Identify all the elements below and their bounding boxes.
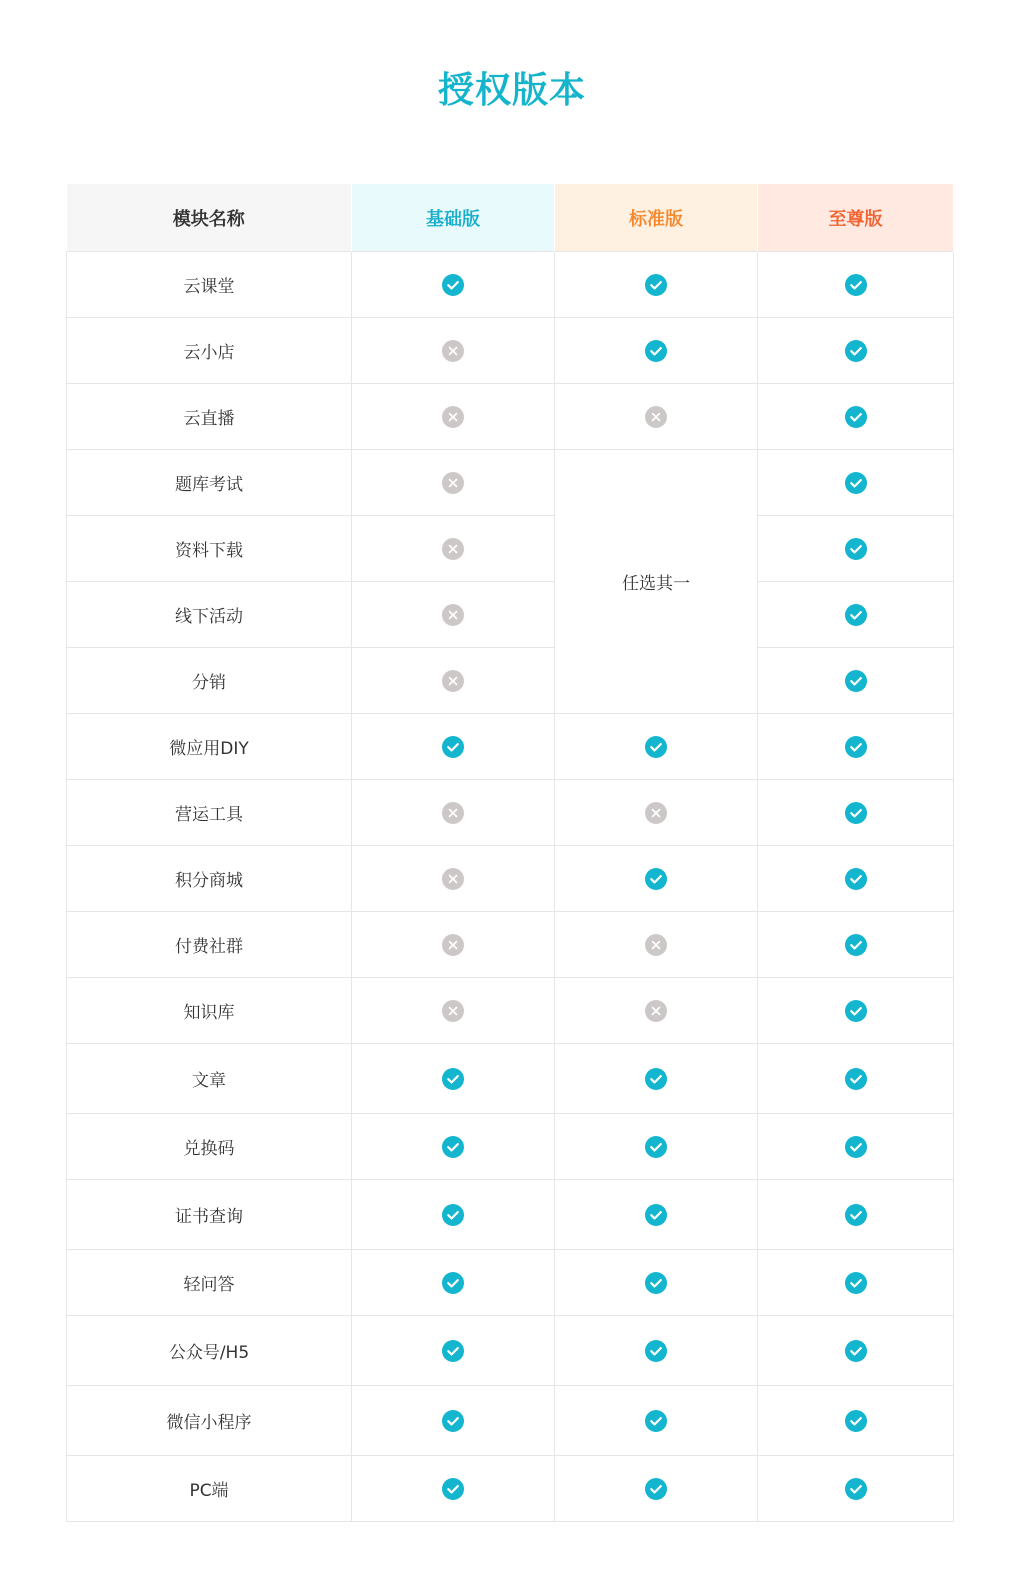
table-row	[67, 1044, 954, 1114]
check-icon	[442, 1340, 464, 1362]
module-name: 证书查询	[67, 1180, 352, 1250]
table-row	[67, 780, 954, 846]
basic-status-cell	[352, 648, 555, 714]
cross-icon	[442, 1000, 464, 1022]
table-header-row	[67, 184, 954, 252]
basic-status-cell	[352, 252, 555, 318]
check-icon	[645, 1340, 667, 1362]
check-icon	[845, 1340, 867, 1362]
premium-status-cell	[758, 1316, 954, 1386]
standard-status-cell	[555, 714, 758, 780]
table-row	[67, 1456, 954, 1522]
basic-status-cell	[352, 846, 555, 912]
standard-status-cell	[555, 780, 758, 846]
check-icon	[845, 604, 867, 626]
choose-one-note: 任选其一	[622, 574, 690, 594]
standard-status-cell	[555, 1044, 758, 1114]
check-icon	[845, 1204, 867, 1226]
module-name: 微信小程序	[67, 1386, 352, 1456]
module-name: 线下活动	[67, 582, 352, 648]
table-row	[67, 1386, 954, 1456]
cross-icon	[442, 802, 464, 824]
page-title: 授权版本	[437, 70, 586, 111]
check-icon	[442, 1478, 464, 1500]
table-row	[67, 1316, 954, 1386]
check-icon	[845, 340, 867, 362]
premium-status-cell	[758, 582, 954, 648]
table-row	[67, 912, 954, 978]
module-name: PC端	[67, 1456, 352, 1522]
check-icon	[845, 802, 867, 824]
header-basic-edition: 基础版	[352, 184, 555, 252]
module-name: 资料下载	[67, 516, 352, 582]
module-name: 微应用DIY	[67, 714, 352, 780]
table-row	[67, 714, 954, 780]
check-icon	[442, 1136, 464, 1158]
basic-status-cell	[352, 582, 555, 648]
check-icon	[645, 1136, 667, 1158]
check-icon	[845, 274, 867, 296]
module-name: 云直播	[67, 384, 352, 450]
premium-status-cell	[758, 1114, 954, 1180]
standard-status-cell	[555, 846, 758, 912]
premium-status-cell	[758, 648, 954, 714]
cross-icon	[442, 340, 464, 362]
check-icon	[845, 934, 867, 956]
basic-status-cell	[352, 714, 555, 780]
check-icon	[845, 868, 867, 890]
basic-status-cell	[352, 780, 555, 846]
table-row	[67, 582, 954, 648]
premium-status-cell	[758, 1044, 954, 1114]
standard-status-cell	[555, 1250, 758, 1316]
basic-status-cell	[352, 318, 555, 384]
basic-status-cell	[352, 1386, 555, 1456]
check-icon	[845, 736, 867, 758]
module-name: 分销	[67, 648, 352, 714]
module-name: 云小店	[67, 318, 352, 384]
module-name: 兑换码	[67, 1114, 352, 1180]
basic-status-cell	[352, 1044, 555, 1114]
table-row	[67, 384, 954, 450]
standard-status-cell	[555, 912, 758, 978]
check-icon	[645, 274, 667, 296]
cross-icon	[442, 538, 464, 560]
check-icon	[845, 1000, 867, 1022]
cross-icon	[442, 472, 464, 494]
cross-icon	[442, 604, 464, 626]
standard-status-cell	[555, 384, 758, 450]
standard-status-cell	[555, 318, 758, 384]
module-name: 文章	[67, 1044, 352, 1114]
check-icon	[845, 670, 867, 692]
table-row	[67, 978, 954, 1044]
module-name: 轻问答	[67, 1250, 352, 1316]
module-name: 知识库	[67, 978, 352, 1044]
check-icon	[645, 1410, 667, 1432]
check-icon	[442, 1410, 464, 1432]
basic-status-cell	[352, 384, 555, 450]
check-icon	[442, 1272, 464, 1294]
premium-status-cell	[758, 1250, 954, 1316]
standard-status-cell	[555, 978, 758, 1044]
check-icon	[845, 406, 867, 428]
check-icon	[645, 868, 667, 890]
check-icon	[845, 1478, 867, 1500]
check-icon	[645, 340, 667, 362]
check-icon	[845, 1272, 867, 1294]
table-row	[67, 516, 954, 582]
basic-status-cell	[352, 978, 555, 1044]
module-name: 积分商城	[67, 846, 352, 912]
cross-icon	[645, 1000, 667, 1022]
module-name: 公众号/H5	[67, 1316, 352, 1386]
check-icon	[845, 1136, 867, 1158]
check-icon	[845, 538, 867, 560]
check-icon	[645, 1204, 667, 1226]
check-icon	[845, 1410, 867, 1432]
standard-status-cell	[555, 1386, 758, 1456]
check-icon	[845, 1068, 867, 1090]
module-name: 云课堂	[67, 252, 352, 318]
cross-icon	[645, 406, 667, 428]
header-standard-edition: 标准版	[555, 184, 758, 252]
table-row	[67, 648, 954, 714]
header-premium-edition: 至尊版	[758, 184, 954, 252]
basic-status-cell	[352, 1180, 555, 1250]
cross-icon	[442, 868, 464, 890]
premium-status-cell	[758, 780, 954, 846]
cross-icon	[442, 934, 464, 956]
table-row	[67, 1180, 954, 1250]
basic-status-cell	[352, 516, 555, 582]
basic-status-cell	[352, 1250, 555, 1316]
premium-status-cell	[758, 318, 954, 384]
cross-icon	[442, 670, 464, 692]
check-icon	[442, 274, 464, 296]
module-name: 营运工具	[67, 780, 352, 846]
premium-status-cell	[758, 1386, 954, 1456]
check-icon	[442, 736, 464, 758]
cross-icon	[442, 406, 464, 428]
standard-status-cell	[555, 1180, 758, 1250]
check-icon	[645, 736, 667, 758]
check-icon	[645, 1272, 667, 1294]
premium-status-cell	[758, 1180, 954, 1250]
basic-status-cell	[352, 912, 555, 978]
premium-status-cell	[758, 450, 954, 516]
header-module-name: 模块名称	[67, 184, 352, 252]
basic-status-cell	[352, 1456, 555, 1522]
table-row	[67, 252, 954, 318]
premium-status-cell	[758, 516, 954, 582]
cross-icon	[645, 934, 667, 956]
premium-status-cell	[758, 384, 954, 450]
module-name: 付费社群	[67, 912, 352, 978]
standard-status-cell	[555, 1316, 758, 1386]
basic-status-cell	[352, 1316, 555, 1386]
standard-status-cell	[555, 1456, 758, 1522]
basic-status-cell	[352, 1114, 555, 1180]
standard-status-cell	[555, 1114, 758, 1180]
table-row	[67, 1250, 954, 1316]
check-icon	[845, 472, 867, 494]
table-row	[67, 318, 954, 384]
standard-choose-one-cell	[555, 450, 758, 714]
premium-status-cell	[758, 252, 954, 318]
check-icon	[645, 1478, 667, 1500]
premium-status-cell	[758, 1456, 954, 1522]
check-icon	[442, 1068, 464, 1090]
table-row	[67, 450, 954, 516]
table-row	[67, 1114, 954, 1180]
standard-status-cell	[555, 252, 758, 318]
check-icon	[645, 1068, 667, 1090]
basic-status-cell	[352, 450, 555, 516]
table-row	[67, 846, 954, 912]
premium-status-cell	[758, 714, 954, 780]
premium-status-cell	[758, 978, 954, 1044]
module-name: 题库考试	[67, 450, 352, 516]
premium-status-cell	[758, 846, 954, 912]
cross-icon	[645, 802, 667, 824]
premium-status-cell	[758, 912, 954, 978]
check-icon	[442, 1204, 464, 1226]
license-comparison-table	[66, 184, 954, 1522]
